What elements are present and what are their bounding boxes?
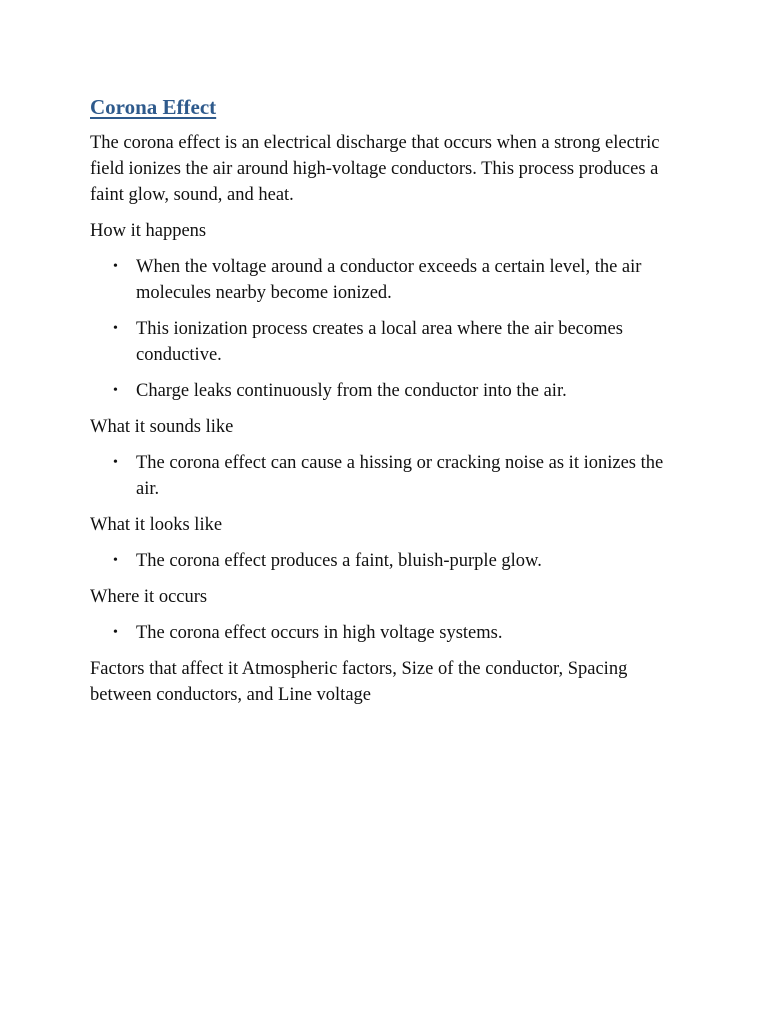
section-heading-where-it-occurs: Where it occurs <box>90 587 208 607</box>
list-item-text: Charge leaks continuously from the conductor into the air. <box>136 381 567 401</box>
bullet-list-how-it-happens <box>90 254 690 404</box>
list-item-text: The corona effect occurs in high voltage systems. <box>136 623 503 643</box>
section-heading-what-it-sounds-like: What it sounds like <box>90 417 234 437</box>
bullet-icon: • <box>113 455 118 470</box>
bullet-icon: • <box>113 383 118 398</box>
list-item <box>113 254 690 306</box>
bullet-list-what-it-looks-like <box>90 548 690 574</box>
section-heading-what-it-looks-like: What it looks like <box>90 515 223 535</box>
intro-paragraph: The corona effect is an electrical discharge that occurs when a strong electric field ionizes the air around high-voltage conductors. This process produces a faint glow, sound, and heat. <box>90 133 660 205</box>
document-page <box>90 93 690 718</box>
bullet-icon: • <box>113 259 118 274</box>
bullet-icon: • <box>113 553 118 568</box>
bullet-list-what-it-sounds-like <box>90 450 690 502</box>
page-title: Corona Effect <box>90 95 217 119</box>
list-item-text: When the voltage around a conductor exceeds a certain level, the air molecules nearby become ionized. <box>136 257 642 303</box>
list-item <box>113 450 690 502</box>
list-item-text: This ionization process creates a local area where the air becomes conductive. <box>136 319 623 365</box>
list-item <box>113 316 690 368</box>
list-item <box>113 378 690 404</box>
list-item-text: The corona effect can cause a hissing or cracking noise as it ionizes the air. <box>136 453 664 499</box>
section-heading-how-it-happens: How it happens <box>90 221 207 241</box>
bullet-list-where-it-occurs <box>90 620 690 646</box>
bullet-icon: • <box>113 625 118 640</box>
bullet-icon: • <box>113 321 118 336</box>
closing-paragraph: Factors that affect it Atmospheric factors, Size of the conductor, Spacing between conductors, and Line voltage <box>90 659 628 705</box>
list-item <box>113 548 690 574</box>
list-item <box>113 620 690 646</box>
list-item-text: The corona effect produces a faint, bluish-purple glow. <box>136 551 542 571</box>
